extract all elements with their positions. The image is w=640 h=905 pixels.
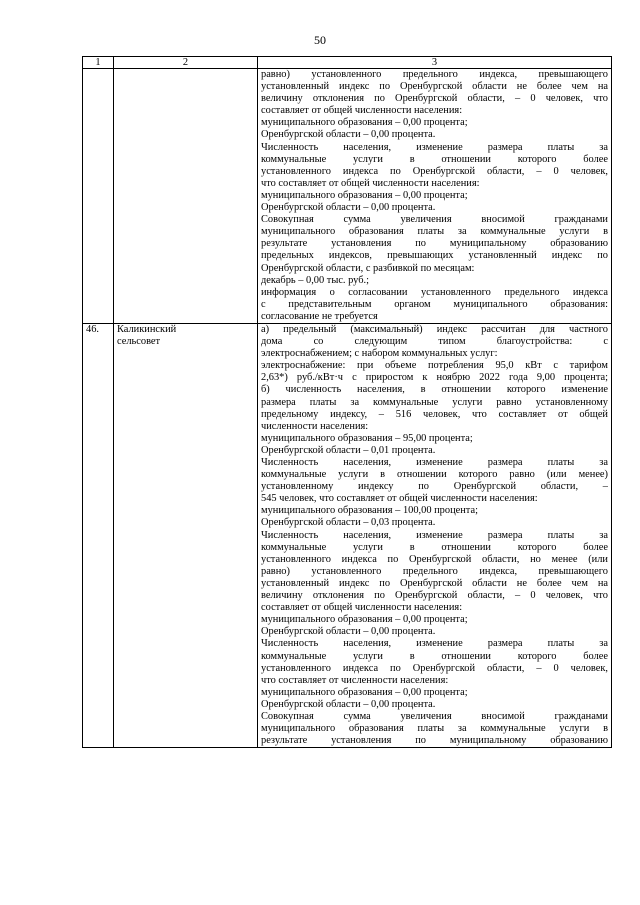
municipality-name-line: сельсовет <box>117 336 161 348</box>
table-body <box>83 69 612 748</box>
content-line: коммунальные услуги в отношении которого равно (или менее) <box>261 469 608 481</box>
municipality-name-line: Каликинский <box>117 323 177 335</box>
content-line: Оренбургской области – 0,01 процента. <box>261 444 436 456</box>
content-cell <box>258 323 612 747</box>
content-line: муниципального образования – 100,00 процента; <box>261 505 478 517</box>
content-line: дома со следующим типом благоустройства: с <box>261 336 608 348</box>
row-number-cell <box>83 69 114 324</box>
content-line: установленного индекса по Оренбургской области, – 0 человек, <box>261 662 608 674</box>
content-line: величину отклонения по Оренбургской области, – 0 человек, что <box>261 590 608 602</box>
content-line: муниципального образования – 95,00 процента; <box>261 432 473 444</box>
column-header-3: 3 <box>258 57 612 69</box>
table-row <box>83 323 612 747</box>
content-line: предельному индексу, – 516 человек, что составляет от общей <box>261 408 608 420</box>
table-row <box>83 69 612 324</box>
content-line: 2,63*) руб./кВт·ч с приростом к ноябрю 2022 года 9,00 процента; <box>261 372 608 384</box>
content-line: предельных индексов, превышающих установленный индекс по <box>261 250 608 262</box>
content-line: Оренбургской области – 0,03 процента. <box>261 517 436 529</box>
content-line: Совокупная сумма увеличения вносимой гражданами <box>261 214 608 226</box>
content-line: муниципального образования – 0,00 процента; <box>261 117 468 129</box>
content-line: что составляет от общей численности населения: <box>261 177 480 189</box>
content-line: а) предельный (максимальный) индекс рассчитан для частного <box>261 323 608 335</box>
municipality-name-cell <box>114 323 258 747</box>
content-line: коммунальные услуги в отношении которого более <box>261 650 608 662</box>
content-line: муниципального образования платы за коммунальные услуги в <box>261 226 608 238</box>
content-line: равно) установленного предельного индекса, превышающего <box>261 69 608 80</box>
content-line: равно) установленного предельного индекса, превышающего <box>261 565 608 577</box>
page-number: 50 <box>314 33 326 47</box>
content-line: установленному индексу по Оренбургской области, – <box>261 481 608 493</box>
column-header-2: 2 <box>114 57 258 69</box>
content-line: установленный индекс по Оренбургской области не более чем на <box>261 81 608 93</box>
content-line: электроснабжением; с набором коммунальных услуг: <box>261 348 498 360</box>
content-line: Оренбургской области – 0,00 процента. <box>261 129 436 141</box>
column-header-1: 1 <box>83 57 114 69</box>
content-line: муниципального образования платы за коммунальные услуги в <box>261 723 608 735</box>
content-line: 545 человек, что составляет от общей численности населения: <box>261 493 538 505</box>
content-line: коммунальные услуги в отношении которого более <box>261 153 608 165</box>
content-line: б) численность населения, в отношении которого изменение <box>261 384 608 396</box>
content-line: Совокупная сумма увеличения вносимой гражданами <box>261 710 608 722</box>
content-line: информация о согласовании установленного предельного индекса <box>261 286 608 298</box>
content-line: размера платы за коммунальные услуги равно установленному <box>261 396 608 408</box>
content-line: составляет от общей численности населения: <box>261 602 463 614</box>
content-line: установленного индекса по Оренбургской области, – 0 человек, <box>261 165 608 177</box>
content-line: установленный индекс по Оренбургской области не более чем на <box>261 577 608 589</box>
content-line: составляет от общей численности населения: <box>261 105 463 117</box>
content-line: муниципального образования – 0,00 процента; <box>261 189 468 201</box>
content-line: Оренбургской области – 0,00 процента. <box>261 202 436 214</box>
content-line: Оренбургской области – 0,00 процента. <box>261 626 436 638</box>
content-line: Оренбургской области – 0,00 процента. <box>261 698 436 710</box>
content-line: что составляет от численности населения: <box>261 674 449 686</box>
content-line: Оренбургской области, с разбивкой по месяцам: <box>261 262 475 274</box>
content-line: согласование не требуется <box>261 310 378 322</box>
content-cell <box>258 69 612 324</box>
content-line: муниципального образования – 0,00 процента; <box>261 614 468 626</box>
content-line: величину отклонения по Оренбургской области, – 0 человек, что <box>261 93 608 105</box>
content-line: Численность населения, изменение размера платы за <box>261 638 608 650</box>
document-table <box>82 56 612 748</box>
content-line: Численность населения, изменение размера платы за <box>261 529 608 541</box>
content-line: с представительным органом муниципального образования: <box>261 298 608 310</box>
content-line: результате установления по муниципальному образованию <box>261 735 608 747</box>
content-line: декабрь – 0,00 тыс. руб.; <box>261 274 370 286</box>
content-line: коммунальные услуги в отношении которого более <box>261 541 608 553</box>
content-line: результате установления по муниципальному образованию <box>261 238 608 250</box>
content-line: Численность населения, изменение размера платы за <box>261 457 608 468</box>
content-line: Численность населения, изменение размера платы за <box>261 141 608 153</box>
content-line: установленного индекса по Оренбургской области, но менее (или <box>261 553 608 565</box>
municipality-name-cell <box>114 69 258 324</box>
content-line: численности населения: <box>261 420 369 432</box>
row-number-cell: 46. <box>83 323 114 747</box>
table-header-row <box>83 57 612 69</box>
content-line: электроснабжение: при объеме потребления 95,0 кВт с тарифом <box>261 360 608 372</box>
content-line: муниципального образования – 0,00 процента; <box>261 686 468 698</box>
